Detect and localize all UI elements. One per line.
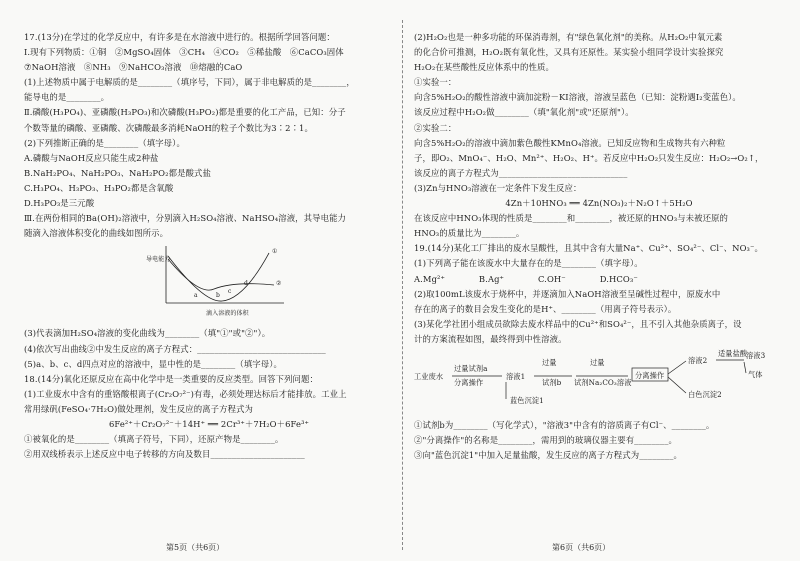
- text-line: ②"分离操作"的名称是________，需用到的玻璃仪器主要有________。: [414, 435, 677, 446]
- text-line: ②实验二：: [414, 122, 457, 133]
- flow-arrow-7: [744, 362, 746, 373]
- flow-arrow-5: [668, 377, 686, 393]
- text-line: 在该反应中HNO₃体现的性质是________和________，被还原的HNO₃与未被还原的: [414, 213, 729, 224]
- text-line: 个数等量的磷酸、亚磷酸、次磷酸最多消耗NaOH的粒子个数比为3∶2∶1。: [24, 122, 313, 133]
- left-text-block: [24, 30, 394, 241]
- text-line: (1)下列离子能在该废水中大量存在的是________（填字母）。: [414, 258, 643, 269]
- flow-step2-top: 过量: [542, 357, 557, 367]
- right-text-block-2: [414, 418, 784, 463]
- column-divider: [402, 20, 404, 550]
- chart-xlabel: 滴入溶液的体积: [206, 310, 249, 318]
- flow-step2-bottom: 试剂b: [542, 377, 562, 387]
- text-line: A.磷酸与NaOH反应只能生成2种盐: [24, 152, 159, 163]
- flow-arrow-4: [668, 361, 686, 374]
- text-line: Ⅲ.在两份相同的Ba(OH)₂溶液中，分别滴入H₂SO₄溶液、NaHSO₄溶液，其导电能力: [24, 213, 347, 224]
- flow-solution3: 溶液3: [746, 350, 766, 360]
- text-line: (4)依次写出曲线②中发生反应的离子方程式：______________________________: [24, 343, 326, 354]
- text-line: (1)工业废水中含有的重铬酸根离子(Cr₂O₇²⁻)有毒，必须处理达标后才能排放。工业上: [24, 388, 347, 399]
- point-b: b: [216, 292, 220, 300]
- text-line: (2)取100mL该废水于烧杯中，并逐滴加入NaOH溶液至呈碱性过程中，原废水中: [414, 288, 721, 299]
- flow-precip1: 蓝色沉淀1: [510, 395, 544, 405]
- flow-start: 工业废水: [414, 371, 444, 381]
- process-flowchart: [414, 349, 774, 413]
- text-line: 的化合价可推测，H₂O₂既有氧化性，又具有还原性。某实验小组同学设计实验探究: [414, 47, 724, 58]
- flow-step3-bottom: 试剂Na₂CO₃溶液: [574, 377, 632, 387]
- left-column: [24, 30, 394, 462]
- text-line: (2)H₂O₂也是一种多功能的环保消毒剂，有"绿色氧化剂"的美称。从H₂O₂中氧元素: [414, 32, 723, 42]
- text-line: 18.(14分)氧化还原反应在高中化学中是一类重要的反应类型。回答下列问题：: [24, 373, 318, 384]
- text-line: 计的方案流程如图，最终得到中性溶液。: [414, 333, 567, 344]
- flow-step1-top: 过量试剂a: [454, 363, 488, 373]
- conductivity-chart: [144, 241, 294, 321]
- right-column: [414, 30, 784, 463]
- text-line: HNO₃的质量比为________。: [414, 228, 525, 239]
- text-line: (1)上述物质中属于电解质的是________（填序号，下同），属于非电解质的是________，: [24, 77, 355, 88]
- curve-2-label: ②: [276, 280, 282, 288]
- flow-solution1: 溶液1: [506, 371, 526, 381]
- text-line: (3)代表滴加H₂SO₄溶液的变化曲线为________（填"①"或"②"）。: [24, 328, 271, 339]
- text-line: 常用绿矾(FeSO₄·7H₂O)做处理剂，发生反应的离子方程式为: [24, 403, 254, 414]
- text-line: 存在的离子的数目会发生变化的是H⁺、________（用离子符号表示）。: [414, 303, 677, 314]
- text-line: ③向"蓝色沉淀1"中加入足量盐酸，发生反应的离子方程式为________。: [414, 450, 682, 461]
- text-line: 17.(13分)在学过的化学反应中，有许多是在水溶液中进行的。根据所学回答问题：: [24, 32, 335, 42]
- text-line: 向含5%H₂O₂的溶液中滴加紫色酸性KMnO₄溶液。已知反应物和生成物共有六种粒: [414, 137, 726, 148]
- text-line: ②用双线桥表示上述反应中电子转移的方向及数目______________________: [24, 449, 305, 460]
- flow-separation: 分离操作: [635, 370, 665, 380]
- text-line: 4Zn＋10HNO₃ ══ 4Zn(NO₃)₂＋N₂O↑＋5H₂O: [505, 198, 693, 209]
- flow-solution2: 溶液2: [688, 355, 708, 365]
- text-line: 向含5%H₂O₂的酸性溶液中滴加淀粉－KI溶液，溶液呈蓝色（已知：淀粉遇I₂变蓝色）。: [414, 92, 741, 103]
- text-line: 随滴入溶液体积变化的曲线如图所示。: [24, 228, 169, 239]
- text-line: ①试剂b为________（写化学式），"溶液3"中含有的溶质离子有Cl⁻、________。: [414, 420, 715, 431]
- text-line: (3)Zn与HNO₃溶液在一定条件下发生反应：: [414, 182, 582, 193]
- text-line: 19.(14分)某化工厂排出的废水呈酸性，且其中含有大量Na⁺、Cu²⁺、SO₄²⁻、Cl⁻、NO₃⁻。: [414, 243, 763, 254]
- flow-step1-bottom: 分离操作: [454, 377, 484, 387]
- text-line: 该反应的离子方程式为______________________________: [414, 167, 628, 178]
- right-text-block: [414, 30, 784, 347]
- page-footer-right: 第6页（共6页）: [552, 543, 611, 552]
- text-line: ①实验一：: [414, 77, 457, 88]
- flow-precip2: 白色沉淀2: [688, 389, 722, 399]
- curve-1-label: ①: [272, 248, 278, 256]
- text-line: (3)某化学社团小组成员欲除去废水样品中的Cu²⁺和SO₄²⁻，且不引入其他杂质离子，设: [414, 318, 742, 329]
- text-line: 6Fe²⁺＋Cr₂O₇²⁻＋14H⁺ ══ 2Cr³⁺＋7H₂O＋6Fe³⁺: [108, 418, 310, 429]
- text-line: 该反应过程中H₂O₂做________（填"氧化剂"或"还原剂"）。: [414, 107, 634, 118]
- flow-step3-top: 过量: [590, 357, 605, 367]
- left-text-block-2: [24, 326, 394, 462]
- text-line: A.Mg²⁺ B.Ag⁺ C.OH⁻ D.HCO₃⁻: [414, 273, 638, 284]
- text-line: (5)a、b、c、d四点对应的溶液中，显中性的是________（填字母）。: [24, 358, 282, 369]
- text-line: ⑦NaOH溶液 ⑧NH₃ ⑨NaHCO₃溶液 ⑩熔融的CaO: [24, 62, 243, 73]
- curve-2: [168, 259, 274, 290]
- flow-step4: 适量盐酸: [718, 348, 748, 358]
- text-line: B.NaH₂PO₄、NaH₂PO₃、NaH₂PO₂都是酸式盐: [24, 167, 211, 178]
- point-c: c: [228, 288, 232, 296]
- text-line: (2)下列推断正确的是________（填字母）。: [24, 137, 185, 148]
- text-line: Ⅰ.现有下列物质：①铜 ②MgSO₄固体 ③CH₄ ④CO₂ ⑤稀盐酸 ⑥CaCO₃固体: [24, 47, 344, 58]
- flow-gas: 气体: [748, 369, 763, 379]
- text-line: D.H₃PO₃是三元酸: [24, 198, 95, 209]
- page-footer-left: 第5页（共6页）: [166, 543, 225, 552]
- chart-ylabel: 导电能力: [146, 256, 171, 264]
- text-line: 子，即O₂、MnO₄⁻、H₂O、Mn²⁺、H₂O₂、H⁺。若反应中H₂O₂只发生反应：H₂O₂→O₂↑，: [414, 152, 764, 163]
- point-d: d: [244, 280, 248, 288]
- text-line: H₂O₂在某些酸性反应体系中的性质。: [414, 62, 554, 73]
- text-line: 能导电的是________。: [24, 92, 110, 103]
- text-line: ①被氧化的是________（填离子符号，下同），还原产物是________。: [24, 434, 284, 445]
- text-line: Ⅱ.磷酸(H₃PO₄)、亚磷酸(H₃PO₃)和次磷酸(H₃PO₂)都是重要的化工产品，已知：分子: [24, 107, 346, 118]
- point-a: a: [194, 292, 198, 300]
- text-line: C.H₃PO₄、H₃PO₃、H₃PO₂都是含氧酸: [24, 182, 174, 193]
